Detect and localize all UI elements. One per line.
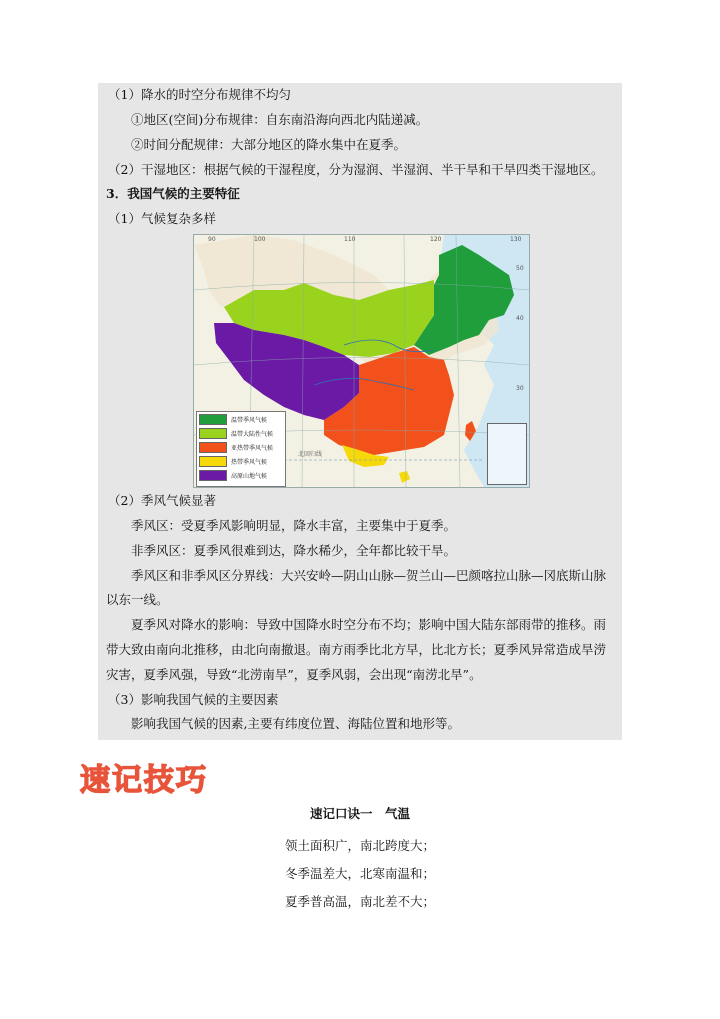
legend-swatch [199,442,227,453]
tips-banner: 速记技巧 [80,763,208,798]
legend-item [197,412,285,426]
legend-item [197,440,285,454]
legend-item [197,426,285,440]
legend-label: 温带季风气候 [231,416,268,424]
section-heading: 3．我国气候的主要特征 [106,186,240,201]
longitude-label: 90 [208,236,216,243]
legend-swatch [199,456,227,467]
text-line: 影响我国气候的因素,主要有纬度位置、海陆位置和地形等。 [131,716,460,731]
legend-swatch [199,470,227,481]
legend-label: 热带季风气候 [231,458,268,466]
text-line: ②时间分配规律：大部分地区的降水集中在夏季。 [131,137,407,152]
text-line: （2）季风气候显著 [108,493,216,508]
text-line: （3）影响我国气候的主要因素 [108,692,279,707]
longitude-label: 110 [344,236,356,243]
climate-map [193,234,530,488]
text-line: 季风区和非季风区分界线：大兴安岭—阴山山脉—贺兰山—巴颜喀拉山脉—冈底斯山脉 [131,568,607,583]
text-line: 以东一线。 [106,592,169,607]
mnemonic-line: 领土面积广，南北跨度大； [284,838,435,853]
latitude-label: 50 [516,265,524,272]
legend-swatch [199,414,227,425]
legend-label: 高原山地气候 [231,472,268,480]
mnemonic-line: 冬季温差大，北寒南温和； [284,866,435,881]
mnemonic-line: 夏季普高温，南北差不大； [284,894,435,909]
text-line: ①地区(空间)分布规律：自东南沿海向西北内陆递减。 [131,112,429,127]
text-line: （2）干湿地区：根据气候的干湿程度，分为湿润、半湿润、半干旱和干旱四类干湿地区。 [108,162,604,177]
latitude-label: 30 [516,385,524,392]
text-line: 带大致由南向北推移，由北向南撤退。南方雨季比北方早，比北方长；夏季风异常造成旱涝 [106,642,607,657]
text-line: （1）降水的时空分布规律不均匀 [108,87,291,102]
legend-swatch [199,428,227,439]
legend-item [197,454,285,468]
map-legend [196,411,286,487]
longitude-label: 120 [430,236,442,243]
longitude-label: 100 [254,236,266,243]
text-line: 非季风区：夏季风很难到达，降水稀少，全年都比较干旱。 [131,543,457,558]
tropic-label: 北回归线 [298,451,323,458]
text-line: （1）气候复杂多样 [108,211,216,226]
legend-item [197,468,285,482]
latitude-label: 40 [516,315,524,322]
legend-label: 亚热带季风气候 [231,444,274,452]
south-china-sea-inset [487,423,527,485]
text-line: 季风区：受夏季风影响明显，降水丰富，主要集中于夏季。 [131,518,457,533]
text-line: 夏季风对降水的影响：导致中国降水时空分布不均；影响中国大陆东部雨带的推移。雨 [131,617,607,632]
text-line: 灾害，夏季风强，导致“北涝南旱”，夏季风弱，会出现“南涝北旱”。 [106,667,482,682]
mnemonic-title: 速记口诀一 气温 [309,806,410,821]
legend-label: 温带大陆性气候 [231,430,274,438]
longitude-label: 130 [510,236,522,243]
